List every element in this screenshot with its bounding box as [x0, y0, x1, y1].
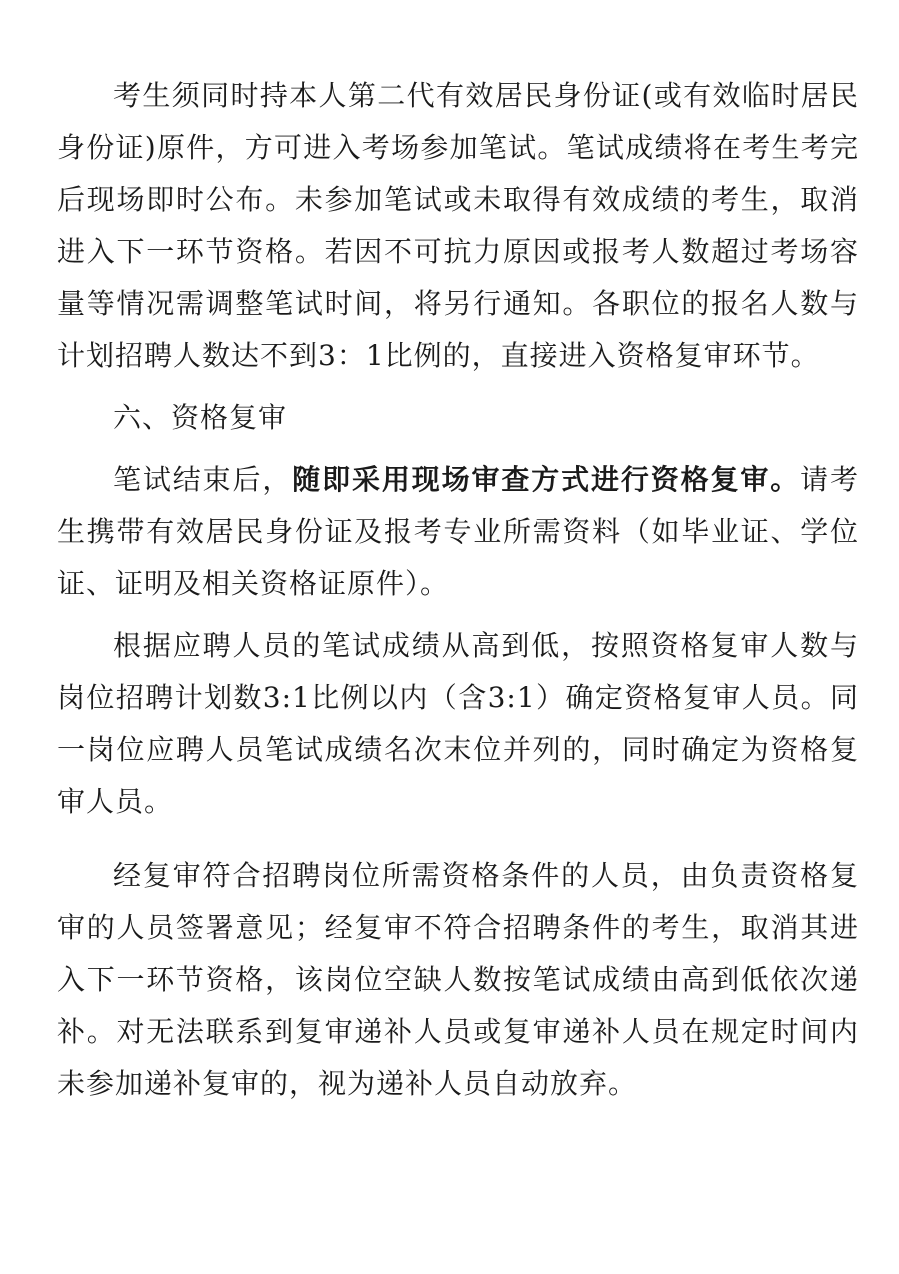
section-heading-qualification-review: 六、资格复审: [113, 401, 288, 434]
review-method-bold-text: 随即采用现场审查方式进行资格复审。: [292, 463, 801, 496]
paragraph-review-ratio: 根据应聘人员的笔试成绩从高到低，按照资格复审人数与岗位招聘计划数3:1比例以内（含3:1）确定资格复审人员。同一岗位应聘人员笔试成绩名次末位并列的，同时确定为资格复审人员。: [57, 629, 859, 818]
paragraph-review-method: [57, 454, 859, 610]
paragraph-exam-id-requirements: 考生须同时持本人第二代有效居民身份证(或有效临时居民身份证)原件，方可进入考场参加笔试。笔试成绩将在考生考完后现场即时公布。未参加笔试或未取得有效成绩的考生，取消进入下一环节资格。若因不可抗力原因或报考人数超过考场容量等情况需调整笔试时间，将另行通知。各职位的报名人数与计划招聘人数达不到3：1比例的，直接进入资格复审环节。: [57, 79, 859, 372]
review-method-text-a: 笔试结束后，: [113, 463, 293, 496]
paragraph-review-outcome: 经复审符合招聘岗位所需资格条件的人员，由负责资格复审的人员签署意见；经复审不符合招聘条件的考生，取消其进入下一环节资格，该岗位空缺人数按笔试成绩由高到低依次递补。对无法联系到复审递补人员或复审递补人员在规定时间内未参加递补复审的，视为递补人员自动放弃。: [57, 859, 859, 1100]
review-method-text-b: 请考生携带有效居民身份证及报考专业所需资料（如毕业证、学位证、证明及相关资格证原件）。: [57, 463, 859, 600]
